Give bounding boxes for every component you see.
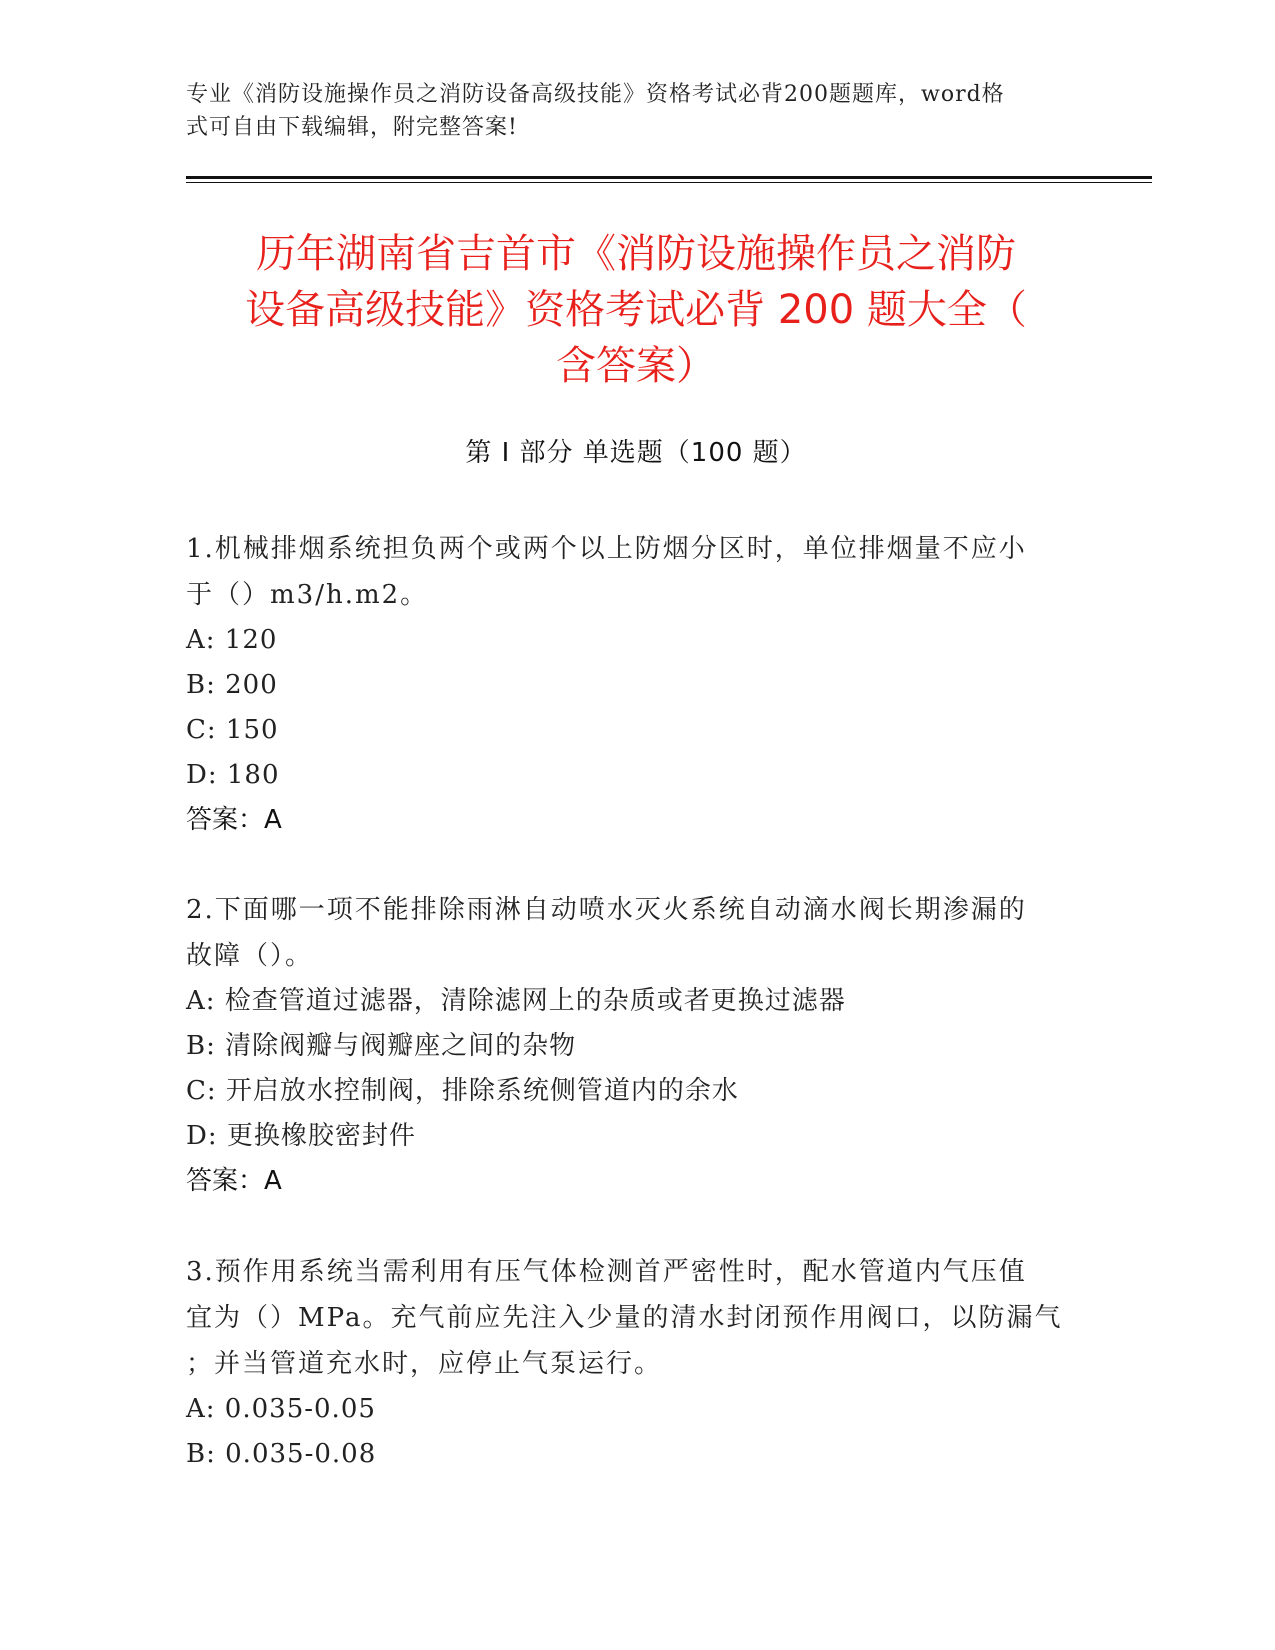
option-d: D: 更换橡胶密封件 — [186, 1121, 416, 1151]
option-c: C: 开启放水控制阀，排除系统侧管道内的余水 — [186, 1076, 739, 1106]
answer: 答案：A — [186, 1166, 282, 1196]
question-stem-line: 故障（）。 — [186, 941, 314, 971]
section-heading: 第 I 部分 单选题（100 题） — [465, 438, 807, 468]
option-b: B: 200 — [186, 670, 278, 700]
document-title — [186, 226, 1086, 394]
question-stem-line: 1.机械排烟系统担负两个或两个以上防烟分区时，单位排烟量不应小 — [186, 534, 1027, 564]
option-a: A: 0.035-0.05 — [186, 1394, 376, 1424]
option-d: D: 180 — [186, 760, 280, 790]
question-stem-line: 2.下面哪一项不能排除雨淋自动喷水灭火系统自动滴水阀长期渗漏的 — [186, 895, 1027, 925]
header-divider-thick — [186, 176, 1152, 179]
question-2 — [186, 887, 1086, 1204]
question-stem-line: 3.预作用系统当需利用有压气体检测首严密性时，配水管道内气压值 — [186, 1257, 1027, 1287]
option-a: A: 120 — [186, 625, 278, 655]
answer: 答案：A — [186, 805, 282, 835]
question-3 — [186, 1249, 1086, 1477]
question-stem-line: ；并当管道充水时，应停止气泵运行。 — [186, 1349, 663, 1379]
title-line: 设备高级技能》资格考试必背 200 题大全（ — [245, 287, 1027, 333]
header-note — [186, 78, 1066, 144]
question-stem-line: 于（）m3/h.m2。 — [186, 580, 429, 610]
header-note-line: 式可自由下载编辑，附完整答案! — [186, 115, 518, 140]
option-b: B: 0.035-0.08 — [186, 1439, 377, 1469]
option-a: A: 检查管道过滤器，清除滤网上的杂质或者更换过滤器 — [186, 986, 846, 1016]
header-note-line: 专业《消防设施操作员之消防设备高级技能》资格考试必背200题题库，word格 — [186, 82, 1005, 107]
option-c: C: 150 — [186, 715, 279, 745]
title-line: 历年湖南省吉首市《消防设施操作员之消防 — [256, 231, 1016, 277]
title-line: 含答案） — [556, 343, 716, 389]
question-1 — [186, 526, 1086, 843]
question-stem-line: 宜为（）MPa。充气前应先注入少量的清水封闭预作用阀口，以防漏气 — [186, 1303, 1063, 1333]
option-b: B: 清除阀瓣与阀瓣座之间的杂物 — [186, 1031, 577, 1061]
header-divider-thin — [186, 182, 1152, 183]
